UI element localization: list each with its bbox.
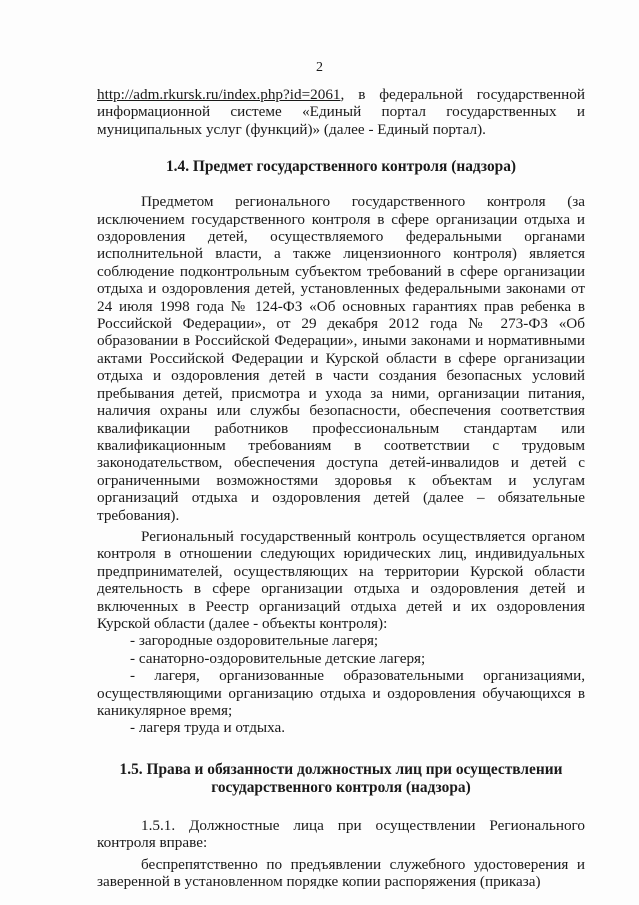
- list-item: - лагеря труда и отдыха.: [130, 719, 286, 737]
- section-1-5-heading-line-1: 1.5. Права и обязанности должностных лиц при осуществлении: [119, 760, 563, 778]
- list-item: - лагеря, организованные образовательными организациями, осуществляющими организацию отдыха и оздоровления обучающихся в каникулярное время;: [97, 667, 585, 719]
- section-1-4-paragraph-2: Региональный государственный контроль осуществляется органом контроля в отношении следующих юридических лиц, индивидуальных предпринимателей, осуществляющих на территории Курской области деятельность в сфере организации отдыха и оздоровления детей и включенных в Реестр организаций отдыха детей и их оздоровления Курской области (далее - объекты контроля):: [97, 527, 585, 632]
- section-1-5-paragraph-1: 1.5.1. Должностные лица при осуществлении Регионального контроля вправе:: [97, 816, 585, 852]
- page-number: 2: [316, 60, 323, 75]
- section-1-5-heading-line-2: государственного контроля (надзора): [211, 778, 471, 796]
- document-body: [97, 86, 585, 890]
- intro-paragraph: [97, 86, 585, 138]
- section-1-5-heading: [97, 761, 585, 797]
- section-1-4-paragraph-1: Предметом регионального государственного контроля (за исключением государственного контроля в сфере организации отдыха и оздоровления детей, осуществляемого федеральными органами исполнительной власти, а также лицензионного контроля) является соблюдение подконтрольным субъектом требований в сфере организации отдыха и оздоровления детей, установленных федеральными законами от 24 июля 1998 года № 124-ФЗ «Об основных гарантиях прав ребенка в Российской Федерации», от 29 декабря 2012 года № 273-ФЗ «Об образовании в Российской Федерации», иными законами и нормативными актами Российской Федерации и Курской области в сфере организации отдыха и оздоровления детей в части создания безопасных условий пребывания детей, присмотра и ухода за ними, организации питания, наличия охраны или службы безопасности, обеспечения соответствия квалификации работников профессиональным стандартам или квалификационным требованиям в соответствии с трудовым законодательством, обеспечения доступа детей-инвалидов и детей с ограниченными возможностями здоровья к объектам и услугам организаций отдыха и оздоровления детей (далее – обязательные требования).: [97, 193, 585, 524]
- portal-link[interactable]: http://adm.rkursk.ru/index.php?id=2061: [97, 86, 341, 103]
- intro-text: , в федеральной государственной информационной системе «Единый портал государственных и муниципальных услуг (функций)» (далее - Единый портал).: [97, 86, 585, 138]
- section-1-4-heading: 1.4. Предмет государственного контроля (надзора): [165, 158, 517, 176]
- list-item: - санаторно-оздоровительные детские лагеря;: [130, 649, 426, 667]
- list-item: - загородные оздоровительные лагеря;: [130, 632, 379, 650]
- section-1-5-paragraph-2: беспрепятственно по предъявлении служебного удостоверения и заверенной в установленном порядке копии распоряжения (приказа): [97, 855, 585, 891]
